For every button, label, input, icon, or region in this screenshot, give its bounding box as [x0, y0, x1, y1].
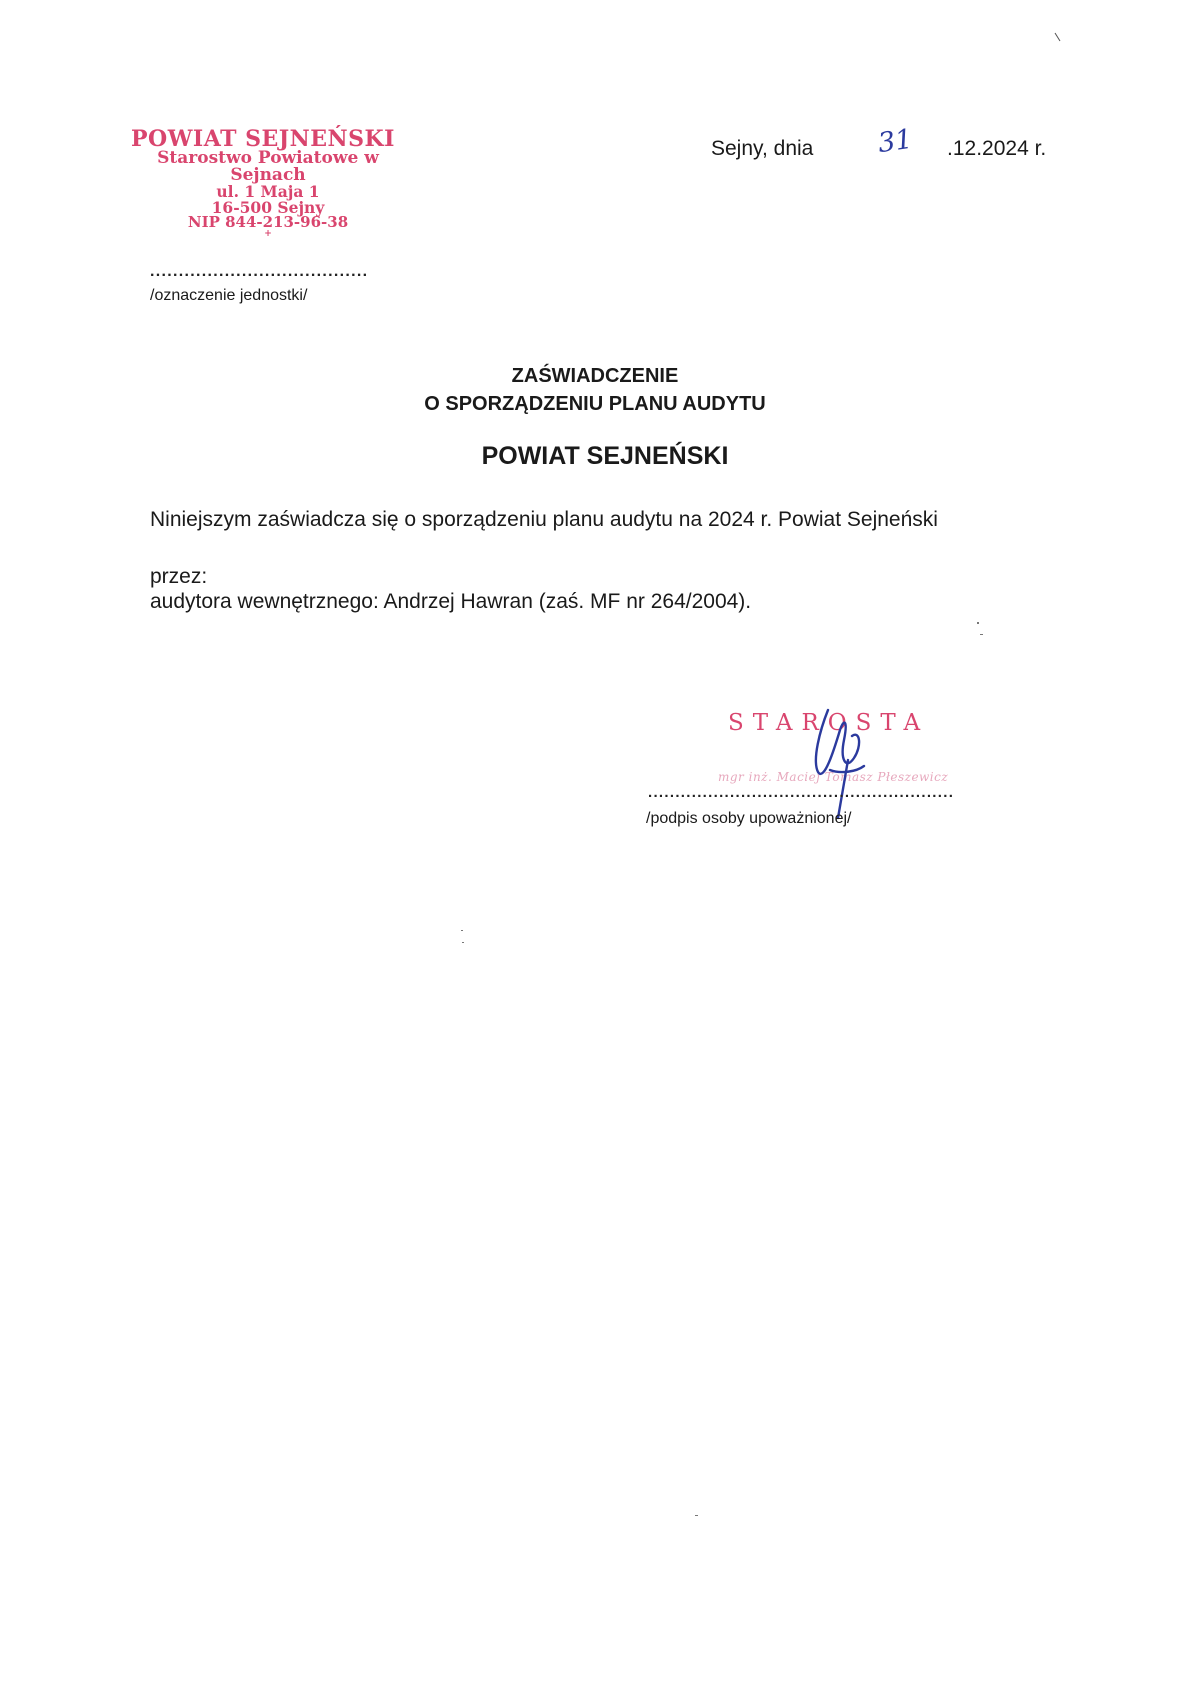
stamp-mark: +	[264, 229, 272, 239]
entity-title: POWIAT SEJNEŃSKI	[481, 442, 729, 470]
date-prefix: Sejny, dnia	[711, 137, 814, 160]
stamp-line-city: 16-500 Sejny	[211, 197, 325, 217]
stamp-line-office: Starostwo Powiatowe w Sejnach	[157, 148, 379, 185]
handwritten-signature	[800, 700, 880, 820]
date-day-handwritten: 31	[876, 123, 915, 160]
scan-speck	[461, 930, 463, 931]
stamp-line-nip: NIP 844-213-96-38	[187, 213, 349, 231]
by-label: przez:	[150, 565, 208, 588]
starosta-stamp: STAROSTA	[728, 710, 930, 736]
stamp-line-street: ul. 1 Maja 1	[216, 182, 320, 201]
unit-designation-caption: /oznaczenie jednostki/	[150, 287, 308, 304]
title-line-1: ZAŚWIADCZENIE	[511, 365, 679, 387]
scan-speck	[695, 1515, 698, 1516]
date-suffix: .12.2024 r.	[947, 137, 1047, 160]
scan-speck	[977, 622, 979, 624]
auditor-line: audytora wewnętrznego: Andrzej Hawran (zaś. MF nr 264/2004).	[150, 590, 752, 613]
statement-paragraph: Niniejszym zaświadcza się o sporządzeniu planu audytu na 2024 r. Powiat Sejneński	[150, 508, 938, 531]
signature-block	[640, 700, 1060, 840]
scan-speck	[980, 634, 983, 635]
stamp-line-county: POWIAT SEJNEŃSKI	[131, 126, 395, 152]
starosta-name-stamp: mgr inż. Maciej Tomasz Płeszewicz	[718, 770, 949, 784]
unit-designation-dots: ......................................	[150, 263, 369, 280]
signature-dots: ........................................................	[648, 784, 955, 801]
scan-speck	[462, 942, 464, 943]
office-stamp	[131, 126, 398, 239]
document-title	[0, 362, 1190, 418]
title-line-2: O SPORZĄDZENIU PLANU AUDYTU	[424, 393, 766, 415]
corner-tick-mark	[1054, 32, 1062, 42]
signature-caption: /podpis osoby upoważnionej/	[646, 810, 852, 827]
